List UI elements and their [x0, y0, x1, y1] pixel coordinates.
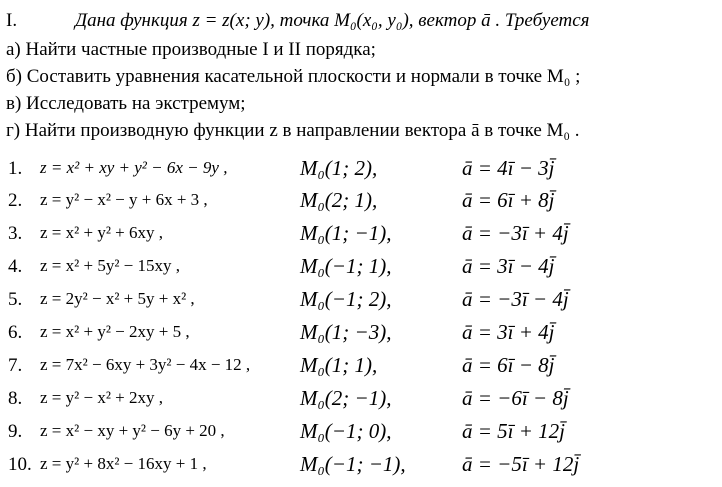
task-b: б) Составить уравнения касательной плоскости и нормали в точке M₀ ;	[6, 66, 581, 87]
variant-row	[6, 320, 716, 348]
variant-vector: ā = 6ī − 8j̄	[462, 353, 555, 377]
variant-number: 5.	[8, 289, 23, 310]
variant-row	[6, 156, 716, 184]
task-d: г) Найти производную функции z в направлении вектора ā в точке M₀ .	[6, 120, 580, 141]
variant-vector: ā = −3ī − 4j̄	[462, 287, 569, 311]
variant-number: 1.	[8, 158, 23, 179]
variant-vector: ā = −3ī + 4j̄	[462, 221, 569, 245]
task-c: в) Исследовать на экстремум;	[6, 93, 246, 114]
variant-function: z = y² − x² + 2xy ,	[40, 388, 164, 407]
variant-function: z = 2y² − x² + 5y + x² ,	[40, 289, 195, 308]
variant-number: 9.	[8, 421, 23, 442]
variant-number: 3.	[8, 223, 23, 244]
variant-row	[6, 221, 716, 249]
variant-row	[6, 287, 716, 315]
variant-vector: ā = −6ī − 8j̄	[462, 386, 569, 410]
variant-point: M₀(−1; 1),	[300, 254, 392, 278]
variant-number: 10.	[8, 454, 32, 475]
variant-vector: ā = 3ī + 4j̄	[462, 320, 555, 344]
variant-vector: ā = −5ī + 12j̄	[462, 452, 580, 476]
variant-number: 4.	[8, 256, 23, 277]
variant-vector: ā = 6ī + 8j̄	[462, 188, 555, 212]
variant-point: M₀(2; 1),	[300, 188, 378, 212]
variant-function: z = x² + 5y² − 15xy ,	[40, 256, 181, 275]
variant-point: M₀(−1; 0),	[300, 419, 392, 443]
variant-number: 7.	[8, 355, 23, 376]
variant-point: M₀(1; −3),	[300, 320, 392, 344]
variant-point: M₀(1; 2),	[300, 156, 378, 180]
variant-point: M₀(−1; −1),	[300, 452, 406, 476]
variant-function: z = 7x² − 6xy + 3y² − 4x − 12 ,	[40, 355, 251, 374]
variant-vector: ā = 5ī + 12j̄	[462, 419, 566, 443]
variant-point: M₀(2; −1),	[300, 386, 392, 410]
variant-function: z = y² + 8x² − 16xy + 1 ,	[40, 454, 207, 473]
variant-point: M₀(1; 1),	[300, 353, 378, 377]
problem-statement: Дана функция z = z(x; y), точка M₀(x₀, y₀), вектор ā . Требуется	[75, 10, 590, 31]
variant-function: z = y² − x² − y + 6x + 3 ,	[40, 190, 208, 209]
variant-row	[6, 452, 716, 480]
variant-row	[6, 353, 716, 381]
variant-vector: ā = 4ī − 3j̄	[462, 156, 555, 180]
variant-vector: ā = 3ī − 4j̄	[462, 254, 555, 278]
variant-point: M₀(1; −1),	[300, 221, 392, 245]
variant-function: z = x² − xy + y² − 6y + 20 ,	[40, 421, 225, 440]
variant-number: 2.	[8, 190, 23, 211]
variant-row	[6, 188, 716, 216]
variant-row	[6, 419, 716, 447]
task-a: а) Найти частные производные I и II порядка;	[6, 39, 376, 60]
variant-point: M₀(−1; 2),	[300, 287, 392, 311]
variant-function: z = x² + y² − 2xy + 5 ,	[40, 322, 190, 341]
variant-row	[6, 386, 716, 414]
variant-number: 8.	[8, 388, 23, 409]
variant-number: 6.	[8, 322, 23, 343]
variant-function: z = x² + xy + y² − 6x − 9y ,	[40, 158, 228, 177]
variant-function: z = x² + y² + 6xy ,	[40, 223, 164, 242]
variant-row	[6, 254, 716, 282]
problem-number: I.	[6, 10, 18, 31]
